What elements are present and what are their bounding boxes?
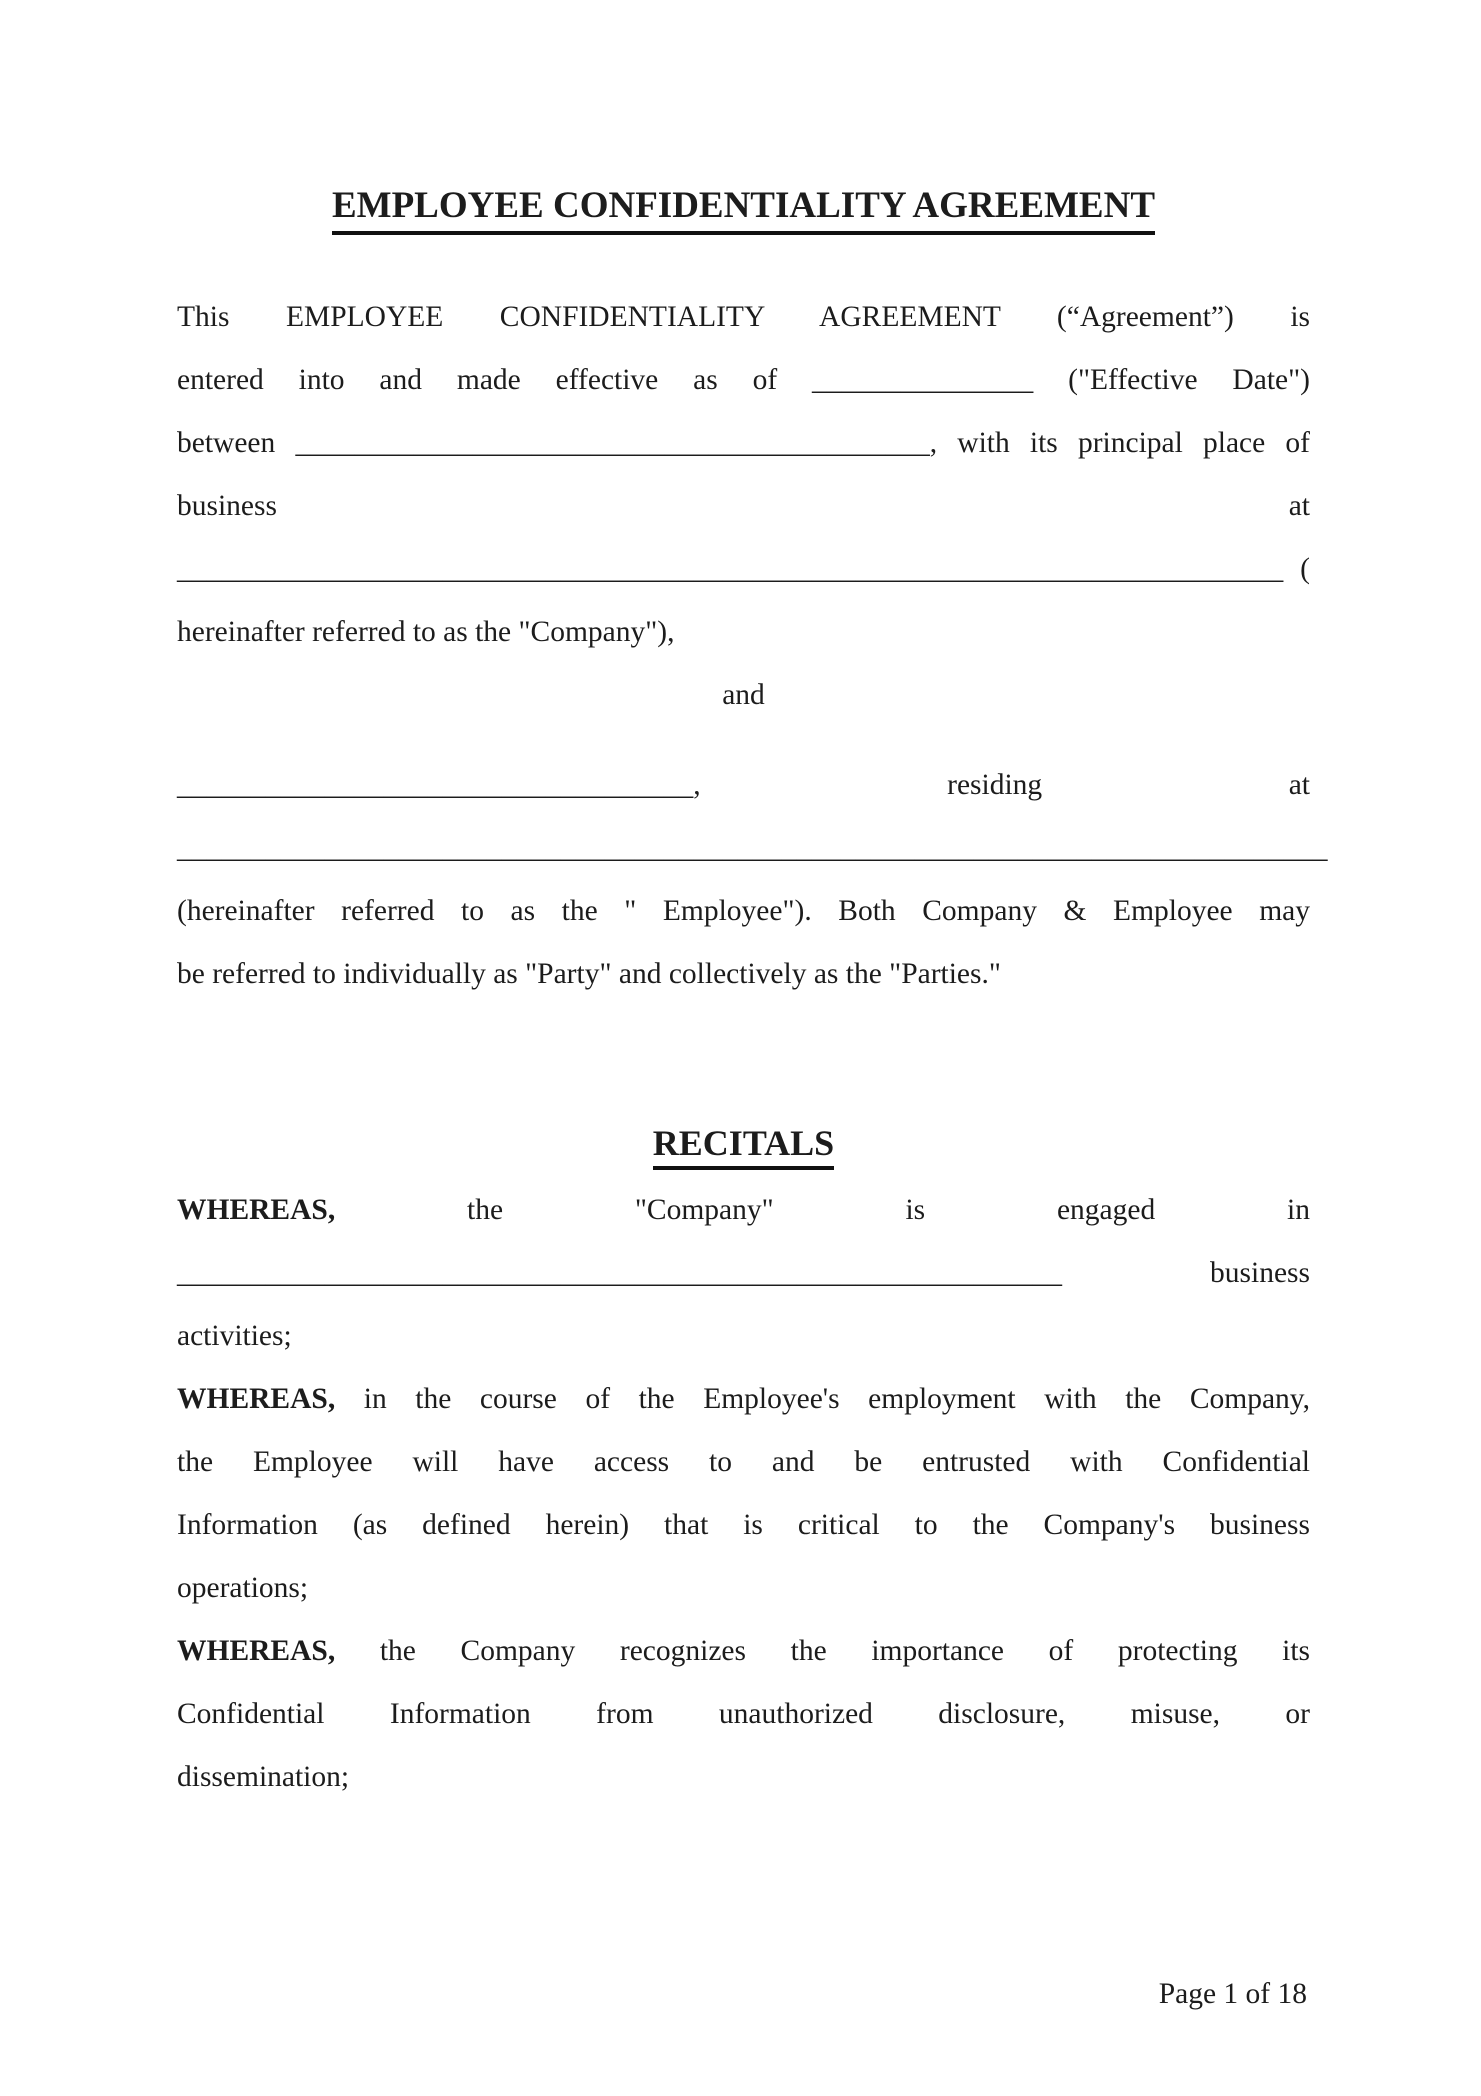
intro-line: (hereinafter referred to as the " Employee"). Both Company & Employee may <box>177 894 1310 927</box>
intro-line-employee-address-blank: ______________________________________________________________________________ <box>177 831 1328 864</box>
recital-line: Information (as defined herein) that is critical to the Company's business <box>177 1508 1310 1541</box>
recital-line: WHEREAS, the "Company" is engaged in <box>177 1193 1310 1226</box>
intro-line-company-name-blank: between ___________________________________________, with its principal place of <box>177 426 1310 459</box>
recital-line: WHEREAS, the Company recognizes the importance of protecting its <box>177 1634 1310 1667</box>
whereas-label: WHEREAS, <box>177 1382 336 1415</box>
intro-line: be referred to individually as "Party" and collectively as the "Parties." <box>177 957 1001 990</box>
whereas-label: WHEREAS, <box>177 1634 336 1667</box>
recital-line: WHEREAS, in the course of the Employee's employment with the Company, <box>177 1382 1310 1415</box>
recital-line: dissemination; <box>177 1760 350 1793</box>
recital-line-business-blank: ____________________________________________________________ business <box>177 1256 1310 1289</box>
recitals-section <box>177 1179 1310 1809</box>
intro-line: This EMPLOYEE CONFIDENTIALITY AGREEMENT (“Agreement”) is <box>177 300 1310 333</box>
recital-line: Confidential Information from unauthorized disclosure, misuse, or <box>177 1697 1310 1730</box>
recital-line: activities; <box>177 1319 292 1352</box>
whereas-label: WHEREAS, <box>177 1193 336 1226</box>
recital-line: the Employee will have access to and be entrusted with Confidential <box>177 1445 1310 1478</box>
recitals-heading: RECITALS <box>177 1112 1310 1175</box>
intro-section <box>177 286 1328 1006</box>
page-number: Page 1 of 18 <box>1158 1978 1307 2010</box>
intro-line-employee-name-blank: ___________________________________, residing at <box>177 768 1310 801</box>
intro-line: hereinafter referred to as the "Company"), <box>177 615 675 648</box>
intro-line: business at <box>177 489 1310 522</box>
recital-line: operations; <box>177 1571 309 1604</box>
intro-line-and: and <box>722 678 765 711</box>
intro-line-effective-date-blank: entered into and made effective as of _______________ ("Effective Date") <box>177 363 1310 396</box>
document-content <box>177 0 1328 1809</box>
document-title: EMPLOYEE CONFIDENTIALITY AGREEMENT <box>177 185 1310 228</box>
intro-line-address-blank: ___________________________________________________________________________ ( <box>177 552 1310 585</box>
